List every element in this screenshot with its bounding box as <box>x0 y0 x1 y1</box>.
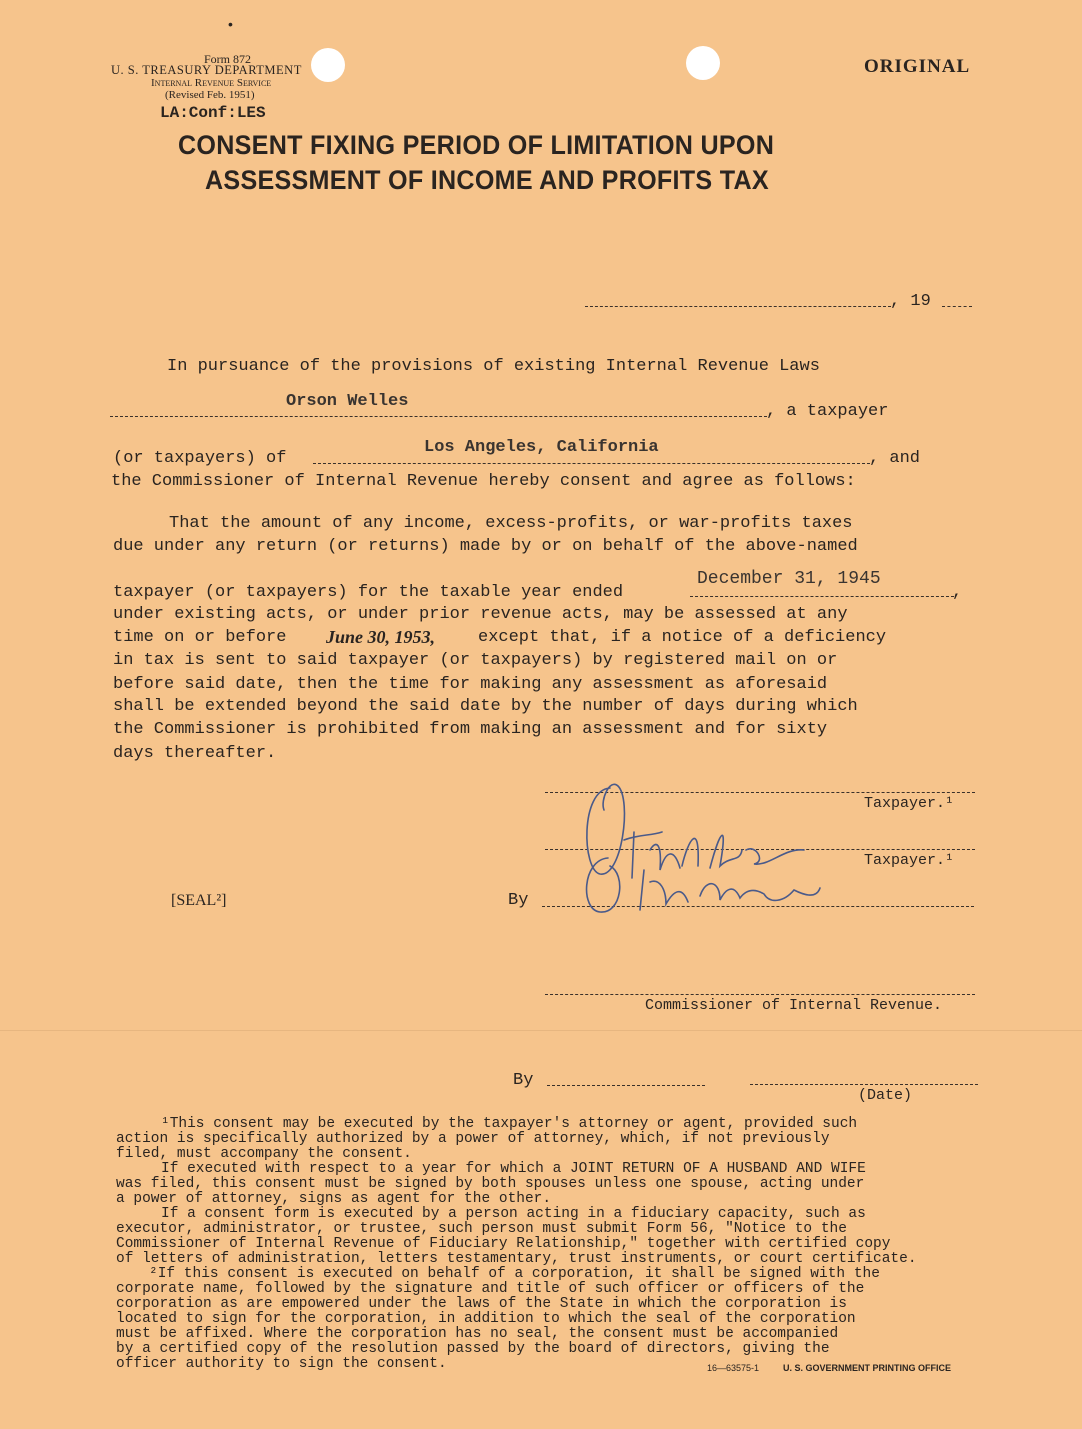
revised-date: (Revised Feb. 1951) <box>165 89 255 101</box>
punch-hole-left <box>311 48 345 82</box>
department-name: U. S. TREASURY DEPARTMENT <box>111 63 302 77</box>
deadline-date: June 30, 1953, <box>326 627 436 647</box>
stray-mark: • <box>228 16 233 32</box>
taxpayer-suffix: , a taxpayer <box>766 402 889 421</box>
taxpayer-name-field[interactable] <box>110 416 767 417</box>
footnote-line-11: ²If this consent is executed on behalf of a corporation, it shall be signed with the <box>149 1266 880 1282</box>
commissioner-signature-line[interactable] <box>545 994 975 995</box>
body-line-5-prefix: time on or before <box>113 628 287 647</box>
footnote-line-6: a power of attorney, signs as agent for the other. <box>116 1191 552 1207</box>
print-code: 16—63575-1 <box>707 1363 760 1373</box>
form-number: Form 872 <box>204 52 252 66</box>
body-line-1: That the amount of any income, excess-profits, or war-profits taxes <box>169 514 853 533</box>
signature-drawing <box>570 770 840 920</box>
location-field[interactable] <box>313 463 870 464</box>
footnote-line-15: must be affixed. Where the corporation has no seal, the consent must be accompanied <box>116 1326 839 1342</box>
footnote-line-7: If a consent form is executed by a person acting in a fiduciary capacity, such as <box>161 1206 866 1222</box>
punch-hole-right <box>686 46 720 80</box>
by-label-2: By <box>513 1071 534 1090</box>
intro-line-1: In pursuance of the provisions of existing Internal Revenue Laws <box>167 357 820 376</box>
body-line-8: shall be extended beyond the said date by the number of days during which <box>113 697 858 716</box>
reference-code: LA:Conf:LES <box>160 104 266 122</box>
body-line-10: days thereafter. <box>113 744 277 763</box>
seal-label: [SEAL²] <box>171 892 227 909</box>
taxpayer-name-value: Orson Welles <box>286 392 409 411</box>
footnote-line-17: officer authority to sign the consent. <box>116 1356 447 1372</box>
taxpayer-label-1: Taxpayer.¹ <box>864 795 955 812</box>
body-line-7: before said date, then the time for making any assessment as aforesaid <box>113 675 828 694</box>
service-name: Internal Revenue Service <box>151 77 272 89</box>
footnote-line-8: executor, administrator, or trustee, such person must submit Form 56, "Notice to the <box>116 1221 847 1237</box>
body-line-3-prefix: taxpayer (or taxpayers) for the taxable year ended <box>113 583 624 602</box>
body-line-3-suffix: , <box>952 583 963 602</box>
date-signed-line[interactable] <box>750 1084 978 1085</box>
copy-label: ORIGINAL <box>864 56 971 77</box>
footnote-line-10: of letters of administration, letters testamentary, trust instruments, or court certificate. <box>116 1251 917 1267</box>
taxable-year-value: December 31, 1945 <box>697 569 881 589</box>
body-line-5-suffix: except that, if a notice of a deficiency <box>478 628 887 647</box>
footnote-line-13: corporation as are empowered under the laws of the State in which the corporation is <box>116 1296 847 1312</box>
by-label: By <box>508 891 529 910</box>
by-signature-line-2[interactable] <box>547 1085 705 1086</box>
printer-name: U. S. GOVERNMENT PRINTING OFFICE <box>783 1363 952 1373</box>
body-line-2: due under any return (or returns) made by or on behalf of the above-named <box>113 537 858 556</box>
footnote-line-12: corporate name, followed by the signature and title of such officer or officers of the <box>116 1281 865 1297</box>
body-line-9: the Commissioner is prohibited from making an assessment and for sixty <box>113 720 828 739</box>
footnote-line-4: If executed with respect to a year for which a JOINT RETURN OF A HUSBAND AND WIFE <box>161 1161 866 1177</box>
footnote-line-1: ¹This consent may be executed by the taxpayer's attorney or agent, provided such <box>161 1116 858 1132</box>
commissioner-label: Commissioner of Internal Revenue. <box>645 997 943 1014</box>
body-line-6: in tax is sent to said taxpayer (or taxpayers) by registered mail on or <box>113 651 838 670</box>
footnote-line-3: filed, must accompany the consent. <box>116 1146 412 1162</box>
date-year-prefix: , 19 <box>890 292 931 311</box>
footnote-line-2: action is specifically authorized by a power of attorney, which, if not previously <box>116 1131 830 1147</box>
form-title-line-1: CONSENT FIXING PERIOD OF LIMITATION UPON <box>178 130 775 160</box>
footnote-line-9: Commissioner of Internal Revenue of Fiduciary Relationship," together with certified copy <box>116 1236 891 1252</box>
intro-line-3: the Commissioner of Internal Revenue hereby consent and agree as follows: <box>111 472 856 491</box>
location-prefix: (or taxpayers) of <box>113 449 287 468</box>
taxable-year-field[interactable] <box>690 596 954 597</box>
taxpayer-label-2: Taxpayer.¹ <box>864 852 955 869</box>
date-label: (Date) <box>858 1087 913 1104</box>
date-field[interactable] <box>585 306 891 307</box>
paper-fold <box>0 1030 1082 1031</box>
footnote-line-16: by a certified copy of the resolution passed by the board of directors, giving the <box>116 1341 830 1357</box>
location-value: Los Angeles, California <box>424 438 659 457</box>
location-suffix: , and <box>869 449 921 468</box>
date-year-field[interactable] <box>942 306 972 307</box>
body-line-4: under existing acts, or under prior revenue acts, may be assessed at any <box>113 605 848 624</box>
form-title-line-2: ASSESSMENT OF INCOME AND PROFITS TAX <box>205 165 769 195</box>
footnote-line-14: located to sign for the corporation, in addition to which the seal of the corporation <box>116 1311 856 1327</box>
footnote-line-5: was filed, this consent must be signed by both spouses unless one spouse, acting under <box>116 1176 865 1192</box>
